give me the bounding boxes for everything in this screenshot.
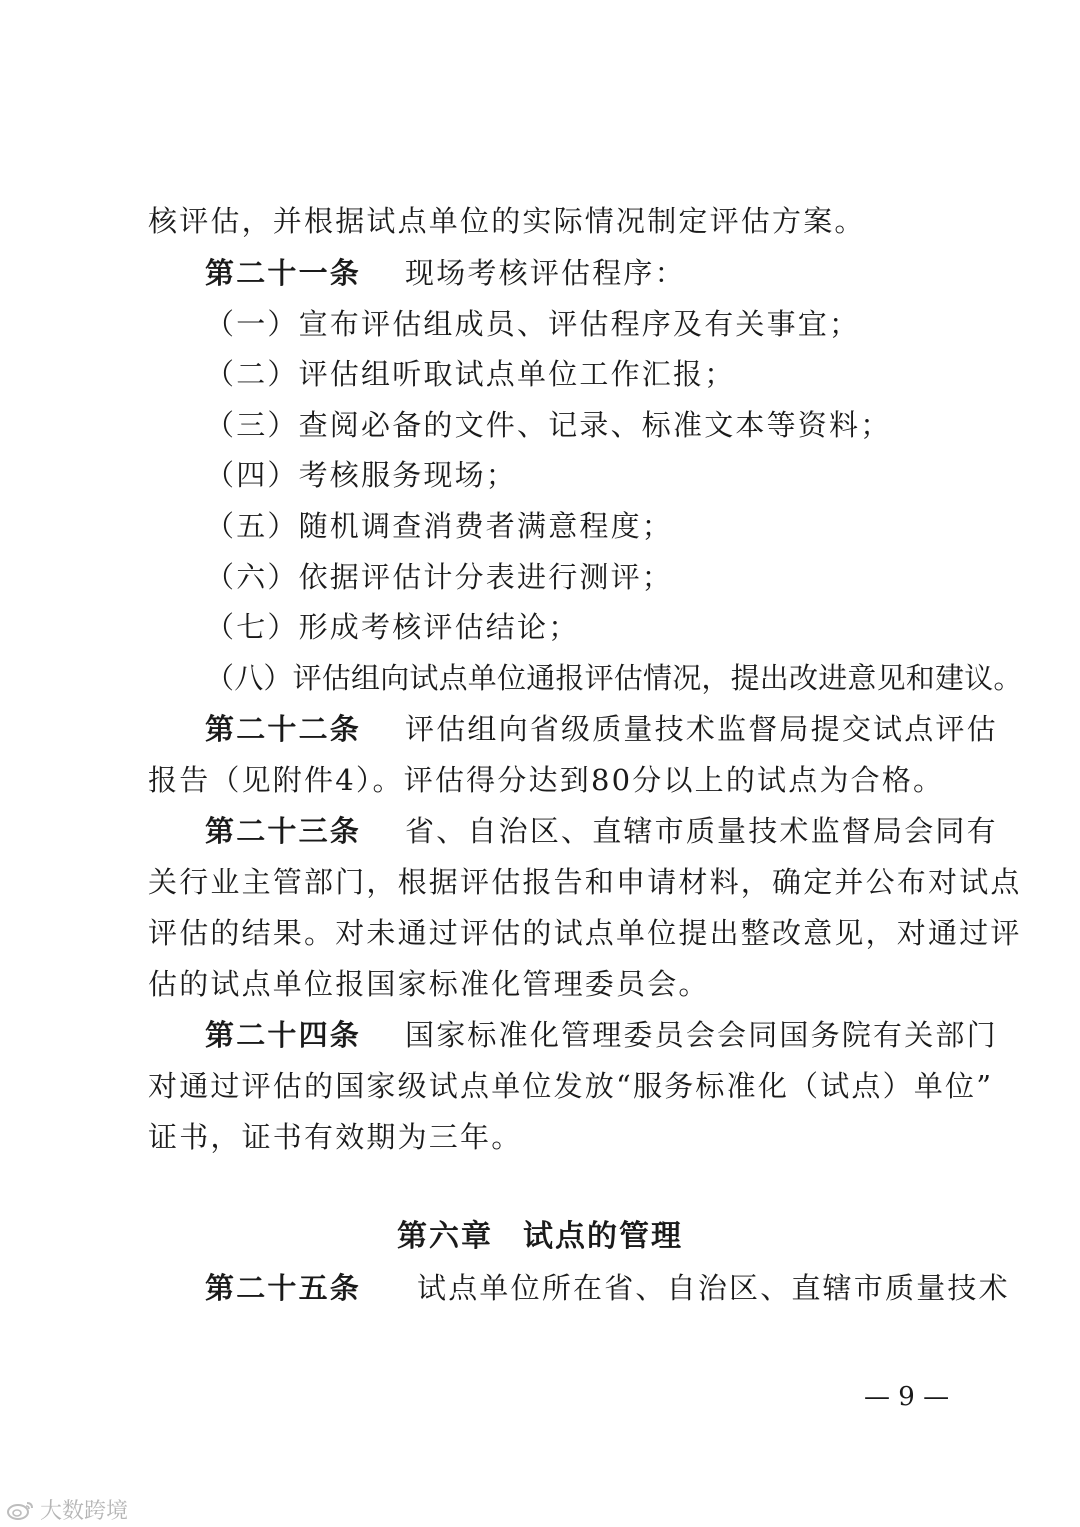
article-text: 现场考核评估程序： xyxy=(405,256,686,290)
text-line: 核评估，并根据试点单位的实际情况制定评估方案。 xyxy=(148,204,866,238)
article-text: 国家标准化管理委员会会同国务院有关部门 xyxy=(405,1018,998,1052)
article-22 xyxy=(205,709,998,749)
list-item: （八）评估组向试点单位通报评估情况，提出改进意见和建议。 xyxy=(205,661,1023,695)
article-text: 试点单位所在省、自治区、直辖市质量技术 xyxy=(417,1271,1010,1305)
list-item: （一）宣布评估组成员、评估程序及有关事宜； xyxy=(205,307,861,341)
text-line: 估的试点单位报国家标准化管理委员会。 xyxy=(148,967,710,1001)
text-line: 对通过评估的国家级试点单位发放“服务标准化（试点）单位” xyxy=(148,1069,994,1103)
list-item: （四）考核服务现场； xyxy=(205,458,518,492)
watermark-text: 大数跨境 xyxy=(40,1499,129,1524)
text-line: 证书，证书有效期为三年。 xyxy=(148,1120,523,1154)
list-item: （六）依据评估计分表进行测评； xyxy=(205,560,674,594)
text-line: 评估的结果。对未通过评估的试点单位提出整改意见，对通过评 xyxy=(148,916,1022,950)
article-label: 第二十一条 xyxy=(205,256,362,290)
article-text: 评估组向省级质量技术监督局提交试点评估 xyxy=(405,712,998,746)
list-item: （二）评估组听取试点单位工作汇报； xyxy=(205,357,736,391)
article-24 xyxy=(205,1015,998,1055)
article-21 xyxy=(205,253,686,293)
list-item: （七）形成考核评估结论； xyxy=(205,610,580,644)
article-label: 第二十五条 xyxy=(205,1271,362,1305)
text-line: 报告（见附件4）。评估得分达到80分以上的试点为合格。 xyxy=(148,763,945,797)
article-25 xyxy=(205,1268,1010,1308)
article-label: 第二十四条 xyxy=(205,1018,362,1052)
list-item: （三）查阅必备的文件、记录、标准文本等资料； xyxy=(205,408,892,442)
article-label: 第二十三条 xyxy=(205,814,362,848)
article-text: 省、自治区、直辖市质量技术监督局会同有 xyxy=(405,814,998,848)
chapter-heading xyxy=(0,1217,1080,1257)
article-label: 第二十二条 xyxy=(205,712,362,746)
chapter-number: 第六章 xyxy=(397,1219,493,1254)
list-item: （五）随机调查消费者满意程度； xyxy=(205,509,674,543)
article-23 xyxy=(205,811,998,851)
page-number: — 9 — xyxy=(864,1382,950,1412)
text-line: 关行业主管部门，根据评估报告和申请材料，确定并公布对试点 xyxy=(148,865,1022,899)
watermark xyxy=(6,1494,128,1525)
chapter-title: 试点的管理 xyxy=(523,1219,683,1254)
weibo-logo-icon xyxy=(6,1500,36,1520)
